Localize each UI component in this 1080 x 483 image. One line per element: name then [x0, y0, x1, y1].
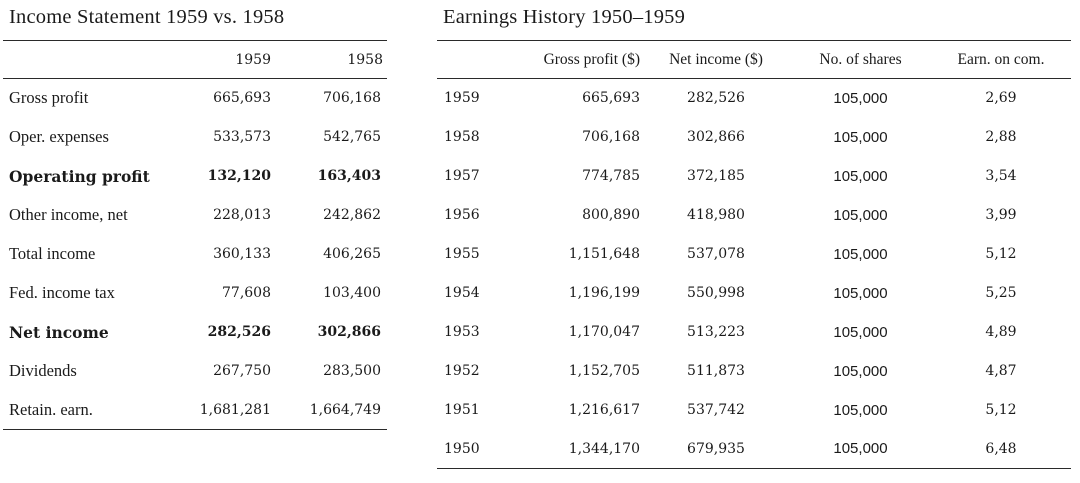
table-row: [3, 196, 387, 235]
net-income-cell: 550,998: [687, 285, 745, 301]
header-no-of-shares: No. of shares: [790, 41, 931, 79]
header-gross-profit: Gross profit ($): [507, 41, 642, 79]
value-1958: 1,664,749: [309, 401, 381, 418]
gross-profit-cell: 1,152,705: [568, 363, 640, 379]
earn-on-com-cell: 4,87: [985, 363, 1017, 379]
table-row: [437, 430, 1071, 469]
header-1959: 1959: [199, 41, 273, 79]
no-of-shares-cell: 105,000: [833, 167, 888, 185]
income-statement-header-row: [3, 41, 387, 79]
header-net-income: Net income ($): [642, 41, 790, 79]
gross-profit-cell: 1,170,047: [568, 324, 640, 340]
table-row: [3, 235, 387, 274]
year-cell: 1953: [444, 324, 480, 340]
table-row: [3, 274, 387, 313]
value-1959: 228,013: [213, 207, 271, 223]
value-1959: 533,573: [213, 129, 271, 145]
row-label: Fed. income tax: [9, 283, 115, 302]
value-1959: 267,750: [213, 363, 271, 379]
value-1958: 283,500: [323, 363, 381, 379]
earn-on-com-cell: 5,25: [985, 285, 1017, 301]
year-cell: 1958: [444, 129, 480, 145]
no-of-shares-cell: 105,000: [833, 89, 888, 107]
table-row: [437, 313, 1071, 352]
earn-on-com-cell: 2,88: [985, 129, 1017, 145]
header-year: [437, 41, 507, 79]
no-of-shares-cell: 105,000: [833, 401, 888, 419]
row-label: Retain. earn.: [9, 399, 93, 419]
year-cell: 1950: [444, 440, 480, 457]
value-1958: 163,403: [317, 168, 381, 184]
value-1959: 360,133: [213, 246, 271, 262]
earn-on-com-cell: 2,69: [985, 90, 1017, 107]
row-label: Gross profit: [9, 88, 89, 108]
value-1958: 103,400: [323, 285, 381, 301]
gross-profit-cell: 800,890: [582, 207, 640, 223]
row-label: Dividends: [9, 361, 77, 380]
value-1959: 1,681,281: [199, 401, 271, 418]
earn-on-com-cell: 5,12: [985, 246, 1017, 262]
earnings-history-table: [437, 40, 1071, 469]
table-row: [437, 274, 1071, 313]
header-earn-on-com: Earn. on com.: [931, 41, 1071, 79]
table-row: [3, 118, 387, 157]
gross-profit-cell: 665,693: [582, 90, 640, 107]
no-of-shares-cell: 105,000: [833, 440, 888, 458]
year-cell: 1957: [444, 168, 480, 184]
no-of-shares-cell: 105,000: [833, 284, 888, 302]
earn-on-com-cell: 6,48: [985, 440, 1017, 457]
table-row: [3, 79, 387, 118]
table-row: [3, 391, 387, 430]
row-label: Other income, net: [9, 205, 128, 224]
year-cell: 1951: [444, 402, 480, 418]
income-statement-body: [3, 79, 387, 430]
net-income-cell: 302,866: [687, 129, 745, 145]
net-income-cell: 418,980: [687, 207, 745, 223]
value-1959: 282,526: [207, 324, 271, 340]
value-1958: 542,765: [323, 129, 381, 145]
header-1958: 1958: [273, 41, 387, 79]
value-1958: 406,265: [323, 246, 381, 262]
value-1958: 706,168: [323, 90, 381, 107]
value-1959: 132,120: [207, 168, 271, 184]
earnings-history-header-row: [437, 41, 1071, 79]
table-row: [437, 391, 1071, 430]
net-income-cell: 537,078: [687, 246, 745, 262]
income-statement-table: [3, 40, 387, 430]
net-income-cell: 282,526: [687, 90, 745, 107]
earnings-history-body: [437, 79, 1071, 469]
value-1958: 302,866: [317, 324, 381, 340]
earn-on-com-cell: 4,89: [985, 324, 1017, 340]
table-row: [437, 196, 1071, 235]
year-cell: 1959: [444, 90, 480, 107]
net-income-cell: 372,185: [687, 168, 745, 184]
year-cell: 1952: [444, 363, 480, 379]
table-row: [437, 235, 1071, 274]
table-row: [437, 118, 1071, 157]
table-row: [3, 313, 387, 352]
value-1959: 77,608: [222, 285, 271, 301]
table-row: [437, 352, 1071, 391]
gross-profit-cell: 1,216,617: [568, 402, 640, 418]
no-of-shares-cell: 105,000: [833, 323, 888, 341]
net-income-cell: 511,873: [687, 363, 745, 379]
earn-on-com-cell: 3,99: [985, 207, 1017, 223]
earn-on-com-cell: 5,12: [985, 402, 1017, 418]
row-label: Oper. expenses: [9, 127, 109, 146]
header-label-blank: [3, 41, 199, 79]
value-1958: 242,862: [323, 207, 381, 223]
gross-profit-cell: 1,151,648: [568, 246, 640, 262]
row-label: Operating profit: [9, 166, 150, 186]
table-row: [3, 157, 387, 196]
gross-profit-cell: 1,196,199: [568, 285, 640, 301]
value-1959: 665,693: [213, 90, 271, 107]
row-label: Total income: [9, 244, 96, 263]
gross-profit-cell: 706,168: [582, 129, 640, 145]
no-of-shares-cell: 105,000: [833, 245, 888, 263]
no-of-shares-cell: 105,000: [833, 128, 888, 146]
row-label: Net income: [9, 322, 109, 342]
table-row: [3, 352, 387, 391]
income-statement-title: Income Statement 1959 vs. 1958: [9, 6, 285, 28]
year-cell: 1955: [444, 246, 480, 262]
net-income-cell: 537,742: [687, 402, 745, 418]
table-row: [437, 79, 1071, 118]
no-of-shares-cell: 105,000: [833, 362, 888, 380]
net-income-cell: 513,223: [687, 324, 745, 340]
year-cell: 1954: [444, 285, 480, 301]
earn-on-com-cell: 3,54: [985, 168, 1017, 184]
table-row: [437, 157, 1071, 196]
gross-profit-cell: 774,785: [582, 168, 640, 184]
gross-profit-cell: 1,344,170: [568, 440, 640, 457]
year-cell: 1956: [444, 207, 480, 223]
net-income-cell: 679,935: [687, 440, 745, 457]
earnings-history-title: Earnings History 1950–1959: [443, 6, 686, 28]
no-of-shares-cell: 105,000: [833, 206, 888, 224]
